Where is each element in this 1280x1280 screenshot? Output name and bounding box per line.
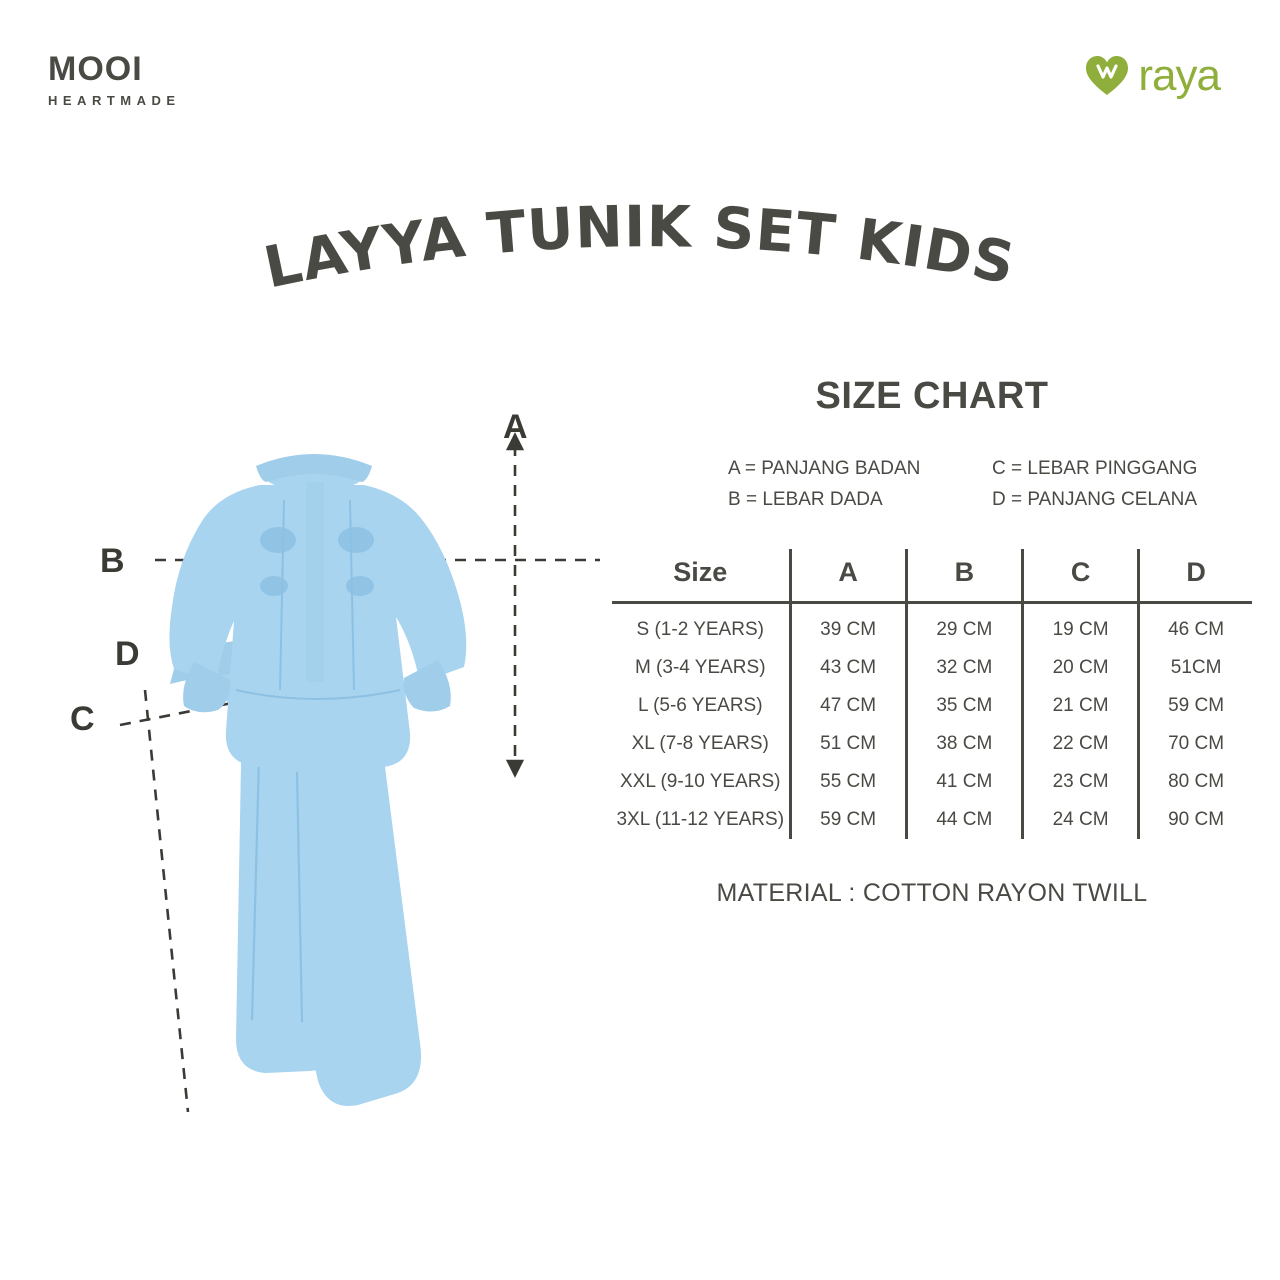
partner-name: raya <box>1138 51 1220 100</box>
legend-item-a: A = PANJANG BADAN <box>728 458 921 479</box>
marker-label-a: A <box>503 408 528 446</box>
page-title <box>0 175 1280 325</box>
marker-label-b: B <box>100 542 125 580</box>
brand-tagline: HEARTMADE <box>48 93 181 108</box>
cell-size: 3XL (11-12 YEARS) <box>612 801 790 839</box>
cell-c: 19 CM <box>1022 603 1138 650</box>
cell-size: M (3-4 YEARS) <box>612 649 790 687</box>
cell-size: XL (7-8 YEARS) <box>612 725 790 763</box>
legend-list <box>612 458 1252 511</box>
tunic-shape <box>169 454 466 773</box>
cell-b: 32 CM <box>906 649 1022 687</box>
cell-d: 70 CM <box>1139 725 1252 763</box>
brand-name: MOOI <box>48 50 143 88</box>
cell-d: 90 CM <box>1139 801 1252 839</box>
cell-c: 24 CM <box>1022 801 1138 839</box>
column-header-size: Size <box>612 549 790 603</box>
table-row <box>612 649 1252 687</box>
column-header-b: B <box>906 549 1022 603</box>
cell-b: 35 CM <box>906 687 1022 725</box>
column-header-c: C <box>1022 549 1138 603</box>
cell-a: 51 CM <box>790 725 906 763</box>
size-chart-panel <box>612 375 1252 908</box>
svg-text:LAYYA TUNIK SET KIDS <box>259 194 1021 302</box>
cell-a: 59 CM <box>790 801 906 839</box>
cell-b: 44 CM <box>906 801 1022 839</box>
cell-c: 22 CM <box>1022 725 1138 763</box>
table-row <box>612 801 1252 839</box>
cell-a: 55 CM <box>790 763 906 801</box>
legend-item-c: C = LEBAR PINGGANG <box>992 458 1198 479</box>
cell-size: L (5-6 YEARS) <box>612 687 790 725</box>
table-row <box>612 603 1252 650</box>
material-note: MATERIAL : COTTON RAYON TWILL <box>716 879 1148 907</box>
cell-d: 51CM <box>1139 649 1252 687</box>
page-title-text: LAYYA TUNIK SET KIDS <box>258 194 1021 302</box>
cell-d: 59 CM <box>1139 687 1252 725</box>
marker-label-d: D <box>115 635 140 673</box>
brand-logo-mooi <box>48 52 181 108</box>
cell-a: 39 CM <box>790 603 906 650</box>
cell-a: 47 CM <box>790 687 906 725</box>
heart-icon <box>1084 55 1130 97</box>
table-row <box>612 725 1252 763</box>
column-header-d: D <box>1139 549 1252 603</box>
cell-d: 46 CM <box>1139 603 1252 650</box>
table-row <box>612 687 1252 725</box>
cell-a: 43 CM <box>790 649 906 687</box>
brand-logo-raya <box>1084 51 1220 100</box>
cell-size: S (1-2 YEARS) <box>612 603 790 650</box>
legend-item-b: B = LEBAR DADA <box>728 489 883 510</box>
column-header-a: A <box>790 549 906 603</box>
cell-c: 21 CM <box>1022 687 1138 725</box>
cell-c: 20 CM <box>1022 649 1138 687</box>
size-table <box>612 549 1252 839</box>
table-row <box>612 763 1252 801</box>
cell-d: 80 CM <box>1139 763 1252 801</box>
cell-b: 29 CM <box>906 603 1022 650</box>
size-chart-heading: SIZE CHART <box>815 375 1049 417</box>
legend-item-d: D = PANJANG CELANA <box>992 489 1198 510</box>
cell-c: 23 CM <box>1022 763 1138 801</box>
marker-label-c: C <box>70 700 95 738</box>
table-header-row <box>612 549 1252 603</box>
garment-illustration <box>60 390 620 1150</box>
cell-size: XXL (9-10 YEARS) <box>612 763 790 801</box>
cell-b: 38 CM <box>906 725 1022 763</box>
cell-b: 41 CM <box>906 763 1022 801</box>
